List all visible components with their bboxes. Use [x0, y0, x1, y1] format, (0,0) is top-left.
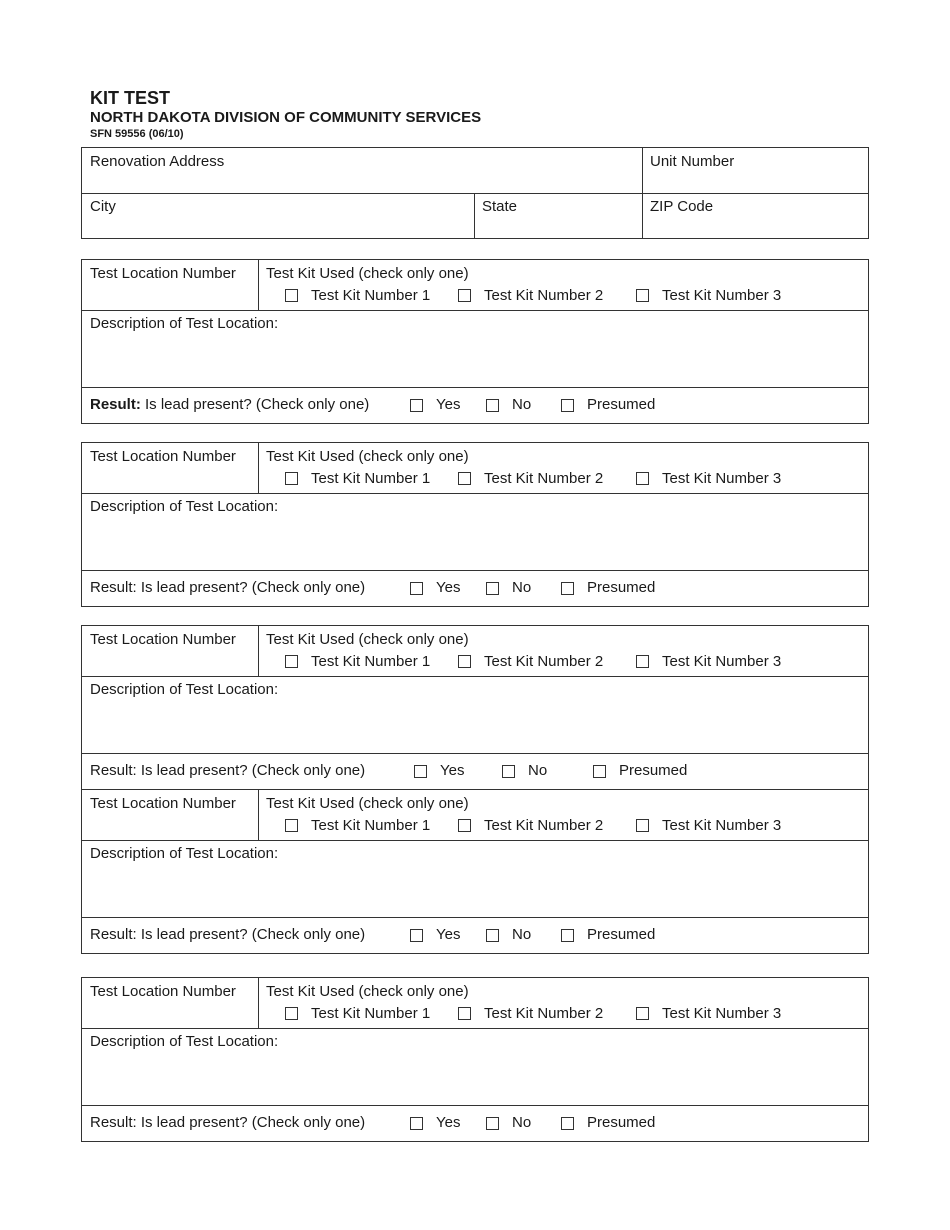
test-kit-3-label: Test Kit Number 3 [662, 653, 782, 670]
test-kit-2-label: Test Kit Number 2 [484, 653, 604, 670]
result-presumed-label: Presumed [619, 762, 688, 779]
test-location-number-label: Test Location Number [90, 795, 236, 812]
form-header [90, 88, 481, 141]
test-location-number-field[interactable] [82, 443, 258, 493]
result-label: Result: Is lead present? (Check only one) [90, 762, 366, 779]
test-kit-1-label: Test Kit Number 1 [311, 1005, 431, 1022]
result-presumed-checkbox[interactable] [561, 582, 574, 595]
result-no-label: No [512, 926, 532, 943]
result-question: Is lead present? (Check only one) [145, 396, 370, 413]
test-kit-2-checkbox[interactable] [458, 1007, 471, 1020]
agency-name: NORTH DAKOTA DIVISION OF COMMUNITY SERVICES [90, 109, 482, 126]
result-yes-checkbox[interactable] [410, 1117, 423, 1130]
test-location-block-1 [81, 259, 869, 424]
test-location-number-label: Test Location Number [90, 983, 236, 1000]
test-kit-2-checkbox[interactable] [458, 655, 471, 668]
result-yes-label: Yes [436, 926, 461, 943]
result-label: Result: Is lead present? (Check only one) [90, 579, 366, 596]
test-kit-3-label: Test Kit Number 3 [662, 817, 782, 834]
description-field[interactable] [82, 310, 868, 387]
result-presumed-checkbox[interactable] [593, 765, 606, 778]
description-label: Description of Test Location: [90, 845, 279, 862]
result-label [90, 396, 369, 414]
test-kit-2-checkbox[interactable] [458, 819, 471, 832]
test-kit-1-checkbox[interactable] [285, 1007, 298, 1020]
test-kit-3-checkbox[interactable] [636, 289, 649, 302]
test-kit-3-checkbox[interactable] [636, 819, 649, 832]
test-location-number-label: Test Location Number [90, 631, 236, 648]
result-no-checkbox[interactable] [486, 1117, 499, 1130]
description-label: Description of Test Location: [90, 498, 279, 515]
test-kit-3-label: Test Kit Number 3 [662, 470, 782, 487]
test-location-block-5 [81, 977, 869, 1142]
test-kit-1-label: Test Kit Number 1 [311, 817, 431, 834]
test-kit-3-checkbox[interactable] [636, 1007, 649, 1020]
address-section [81, 147, 869, 239]
test-kit-used-label: Test Kit Used (check only one) [266, 631, 469, 648]
description-field[interactable] [82, 676, 868, 753]
renovation-address-field[interactable] [82, 148, 642, 193]
description-label: Description of Test Location: [90, 681, 279, 698]
result-no-checkbox[interactable] [486, 582, 499, 595]
test-location-number-field[interactable] [82, 790, 258, 840]
state-label: State [482, 198, 518, 215]
description-field[interactable] [82, 1028, 868, 1105]
test-kit-1-label: Test Kit Number 1 [311, 470, 431, 487]
result-no-checkbox[interactable] [486, 399, 499, 412]
result-presumed-label: Presumed [587, 579, 656, 596]
unit-number-field[interactable] [642, 148, 868, 193]
test-location-number-field[interactable] [82, 626, 258, 676]
result-no-label: No [512, 1114, 532, 1131]
test-kit-1-checkbox[interactable] [285, 289, 298, 302]
result-presumed-checkbox[interactable] [561, 1117, 574, 1130]
result-label: Result: Is lead present? (Check only one) [90, 1114, 366, 1131]
result-presumed-checkbox[interactable] [561, 399, 574, 412]
test-location-number-label: Test Location Number [90, 265, 236, 282]
test-kit-3-label: Test Kit Number 3 [662, 287, 782, 304]
test-kit-2-checkbox[interactable] [458, 472, 471, 485]
city-label: City [90, 198, 116, 215]
zip-code-field[interactable] [642, 193, 868, 238]
result-yes-label: Yes [440, 762, 465, 779]
state-field[interactable] [474, 193, 642, 238]
test-kit-3-label: Test Kit Number 3 [662, 1005, 782, 1022]
test-kit-1-checkbox[interactable] [285, 655, 298, 668]
test-kit-2-label: Test Kit Number 2 [484, 470, 604, 487]
test-kit-3-checkbox[interactable] [636, 655, 649, 668]
test-location-block-4 [81, 789, 869, 954]
renovation-address-label: Renovation Address [90, 153, 225, 170]
test-kit-1-label: Test Kit Number 1 [311, 287, 431, 304]
result-yes-label: Yes [436, 1114, 461, 1131]
test-kit-1-checkbox[interactable] [285, 819, 298, 832]
description-field[interactable] [82, 840, 868, 917]
result-presumed-label: Presumed [587, 926, 656, 943]
form-number: SFN 59556 (06/10) [90, 128, 184, 140]
test-location-block-3 [81, 625, 869, 790]
test-kit-2-label: Test Kit Number 2 [484, 1005, 604, 1022]
test-kit-used-label: Test Kit Used (check only one) [266, 983, 469, 1000]
result-presumed-checkbox[interactable] [561, 929, 574, 942]
result-no-label: No [512, 579, 532, 596]
description-field[interactable] [82, 493, 868, 570]
test-location-block-2 [81, 442, 869, 607]
test-location-number-field[interactable] [82, 978, 258, 1028]
test-kit-used-label: Test Kit Used (check only one) [266, 265, 469, 282]
result-presumed-label: Presumed [587, 396, 656, 413]
result-presumed-label: Presumed [587, 1114, 656, 1131]
test-kit-3-checkbox[interactable] [636, 472, 649, 485]
result-no-checkbox[interactable] [502, 765, 515, 778]
result-no-checkbox[interactable] [486, 929, 499, 942]
result-bold-label: Result: [90, 396, 141, 413]
city-field[interactable] [82, 193, 474, 238]
description-label: Description of Test Location: [90, 315, 279, 332]
unit-number-label: Unit Number [650, 153, 735, 170]
result-yes-label: Yes [436, 579, 461, 596]
test-kit-1-checkbox[interactable] [285, 472, 298, 485]
zip-code-label: ZIP Code [650, 198, 714, 215]
result-yes-checkbox[interactable] [410, 929, 423, 942]
result-no-label: No [528, 762, 548, 779]
test-kit-used-label: Test Kit Used (check only one) [266, 448, 469, 465]
result-yes-label: Yes [436, 396, 461, 413]
test-kit-2-label: Test Kit Number 2 [484, 817, 604, 834]
test-kit-used-label: Test Kit Used (check only one) [266, 795, 469, 812]
test-kit-1-label: Test Kit Number 1 [311, 653, 431, 670]
form-title: KIT TEST [90, 88, 170, 108]
test-location-number-label: Test Location Number [90, 448, 236, 465]
result-yes-checkbox[interactable] [410, 399, 423, 412]
test-kit-2-label: Test Kit Number 2 [484, 287, 604, 304]
test-location-number-field[interactable] [82, 260, 258, 310]
result-label: Result: Is lead present? (Check only one) [90, 926, 366, 943]
result-yes-checkbox[interactable] [410, 582, 423, 595]
test-kit-2-checkbox[interactable] [458, 289, 471, 302]
result-yes-checkbox[interactable] [414, 765, 427, 778]
result-no-label: No [512, 396, 532, 413]
description-label: Description of Test Location: [90, 1033, 279, 1050]
